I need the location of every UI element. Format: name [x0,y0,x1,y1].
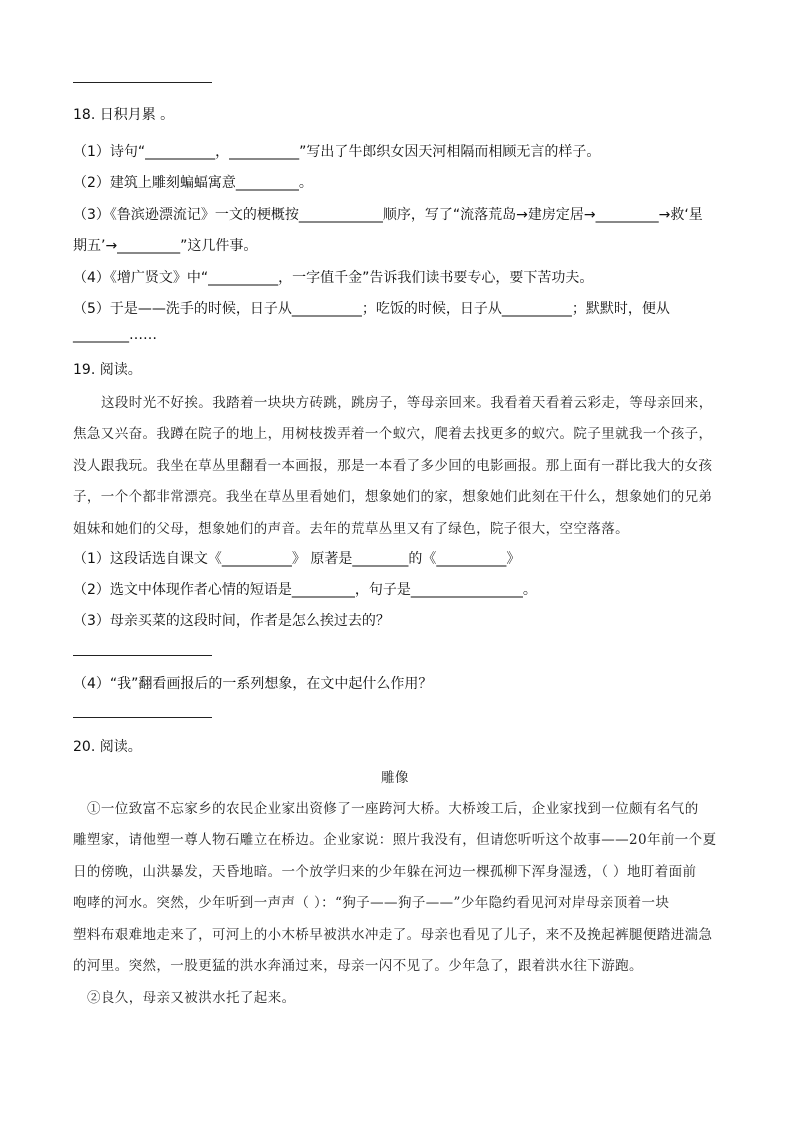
q20-passage-line: 塑料布艰难地走来了，可河上的小木桥早被洪水冲走了。母亲也看见了儿子，来不及挽起裤腿便踏进湍急 [73,927,713,943]
passage-title: 雕像 [381,770,409,786]
q20-passage-line: 的河里。突然，一股更猛的洪水奔涌过来，母亲一闪不见了。少年急了，跟着洪水往下游跑。 [73,958,643,974]
q19-passage-line: 没人跟我玩。我坐在草丛里翻看一本画报，那是一本看了多少回的电影画报。那上面有一群比我大的女孩 [73,458,713,474]
answer-line-q19-4 [73,717,212,718]
q19-item-2: （2）选文中体现作者心情的短语是_________，句子是________________。 [73,582,537,598]
q20-passage-line: ②良久，母亲又被洪水托了起来。 [87,990,296,1006]
q18-item-4: （4）《增广贤文》中“__________，一字值千金”告诉我们读书要专心，要下苦功夫。 [73,270,594,286]
q19-passage-line: 子，一个个都非常漂亮。我坐在草丛里看她们，想象她们的家，想象她们此刻在干什么，想象她们的兄弟 [73,489,713,505]
q18-item-3-cont: 期五’→_________”这几件事。 [73,238,258,254]
q18-item-5: （5）于是——洗手的时候，日子从__________；吃饭的时候，日子从__________；默默时，便从 [73,301,670,317]
q19-passage-line: 姐妹和她们的父母，想象她们的声音。去年的荒草丛里又有了绿色，院子很大，空空落落。 [73,521,629,537]
q20-passage-line: 日的傍晚，山洪暴发，天昏地暗。一个放学归来的少年躲在河边一棵孤柳下浑身湿透，（ ）地盯着面前 [73,864,697,880]
q20-passage-line: ①一位致富不忘家乡的农民企业家出资修了一座跨河大桥。大桥竣工后，企业家找到一位颇有名气的 [87,801,699,817]
q20-passage-line: 咆哮的河水。突然，少年听到一声声（ ）：“狗子——狗子——”少年隐约看见河对岸母亲顶着一块 [73,895,670,911]
q19-item-1: （1）这段话选自课文《__________》 原著是________的《__________》 [73,551,521,567]
q18-item-1: （1）诗句“__________，__________”写出了牛郎织女因天河相隔而相顾无言的样子。 [73,144,601,160]
q18-heading: 18. 日积月累 。 [73,107,175,123]
q19-item-4: （4）“我”翻看画报后的一系列想象，在文中起什么作用？ [73,676,433,692]
q19-passage-line: 这段时光不好挨。我踏着一块块方砖跳，跳房子，等母亲回来。我看着天看着云彩走，等母亲回来， [101,395,713,411]
q20-heading: 20. 阅读。 [73,739,142,755]
q19-item-3: （3）母亲买菜的这段时间，作者是怎么挨过去的？ [73,613,390,629]
answer-line-q19-3 [73,655,212,656]
answer-line-top [73,82,212,83]
q18-item-2: （2）建筑上雕刻蝙蝠寓意_________。 [73,175,313,191]
q18-item-3: （3）《鲁滨逊漂流记》一文的梗概按____________顺序，写了“流落荒岛→建房定居→_________→救‘星 [73,207,703,223]
q18-item-5-cont: ________…… [73,327,157,343]
q19-heading: 19. 阅读。 [73,362,142,378]
q20-passage-line: 雕塑家，请他塑一尊人物石雕立在桥边。企业家说：照片我没有，但请您听听这个故事——20年前一个夏 [73,832,717,848]
q19-passage-line: 焦急又兴奋。我蹲在院子的地上，用树枝拨弄着一个蚁穴，爬着去找更多的蚁穴。院子里就我一个孩子， [73,426,713,442]
